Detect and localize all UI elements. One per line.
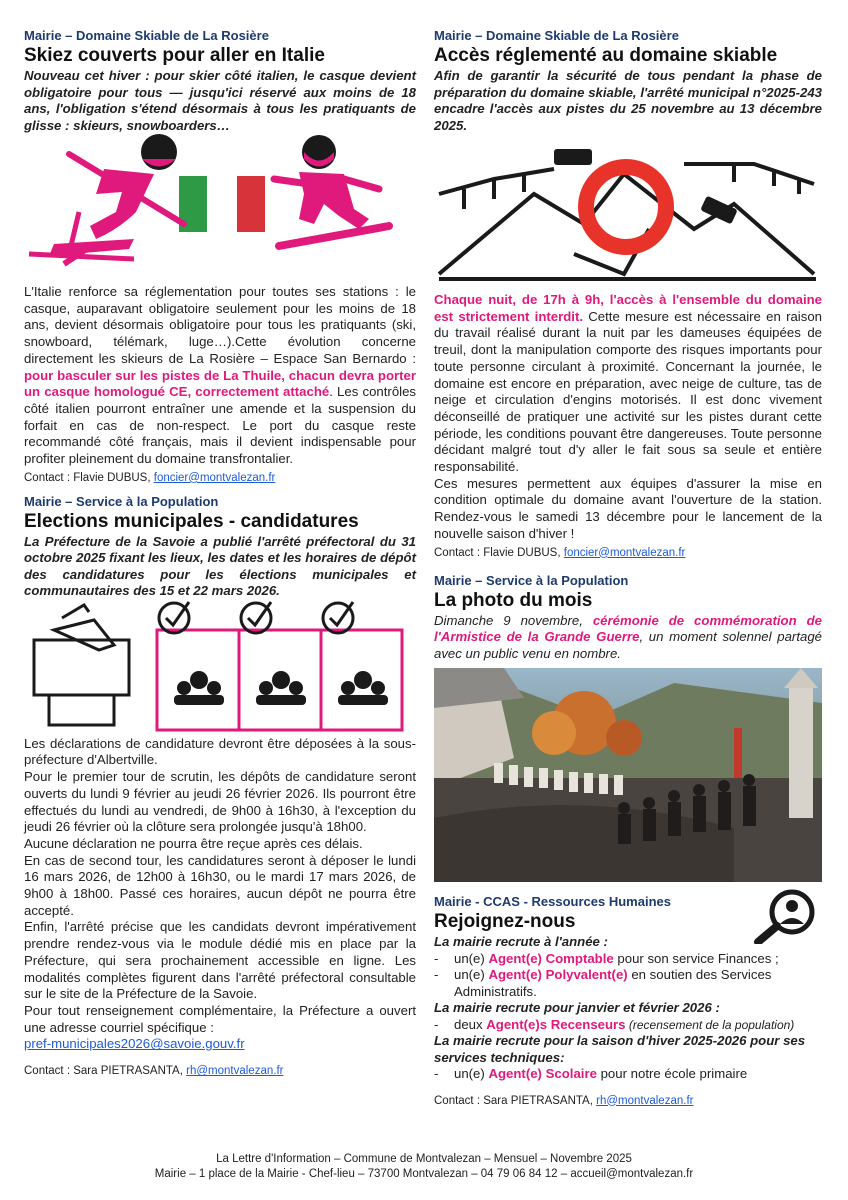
contact-line	[24, 472, 416, 484]
slope-closed-illustration	[434, 134, 822, 284]
body-text: . Les contrôles côté italien pourront entraîner une amende et la suspension du forfait en cas de non-respect. Le port du casque reste recommandé côté français, mais il devient indispensable pour profiter pleinement du domaine transfrontalier.	[24, 384, 417, 467]
job-text: un(e)	[454, 1066, 489, 1082]
job-heading: La mairie recrute pour la saison d'hiver 2025-2026 pour ses services techniques:	[434, 1033, 806, 1065]
job-search-icon	[750, 888, 820, 944]
job-heading: La mairie recrute à l'année :	[434, 934, 608, 950]
caption-text: , un moment solennel partagé avec un public venu en nombre.	[434, 629, 822, 661]
article-body	[24, 284, 416, 468]
article-body	[434, 292, 822, 476]
article-kicker: Mairie - CCAS - Ressources Humaines	[434, 894, 671, 910]
skier-illustration	[24, 134, 416, 284]
job-item	[434, 967, 822, 1000]
article-elections	[24, 494, 416, 1077]
job-heading: La mairie recrute pour janvier et février 2026 :	[434, 1000, 720, 1016]
article-kicker: Mairie – Service à la Population	[434, 572, 629, 588]
article-lead: Nouveau cet hiver : pour skier côté italien, le casque devient obligatoire pour tous — jusqu'ici réservé aux moins de 18 ans, l'obligation s'étend désormais à tous les pratiquants de glisse : skieurs, snowboarders…	[24, 68, 416, 133]
article-title: La photo du mois	[434, 589, 593, 611]
job-item	[434, 1017, 822, 1034]
article-body: Ces mesures permettent aux équipes d'assurer la mise en condition optimale du domaine avant l'ouverture de la station. Rendez-vous le samedi 13 décembre pour le lancement de la nouvelle saison d'hiver !	[434, 475, 822, 541]
article-title: Skiez couverts pour aller en Italie	[24, 45, 325, 66]
body-highlight: Chaque nuit, de 17h à 9h, l'accès à l'ensemble du domaine est strictement interdit.	[434, 292, 822, 324]
prefecture-email-link[interactable]: pref-municipales2026@savoie.gouv.fr	[24, 1036, 245, 1052]
snowboarder-icon	[274, 135, 389, 246]
job-item	[434, 951, 822, 968]
body-highlight: pour basculer sur les pistes de La Thuile, chacun devra porter un casque homologué CE, correctement attaché	[24, 367, 416, 400]
article-lead: La Préfecture de la Savoie a publié l'arrêté préfectoral du 31 octobre 2025 fixant les lieux, les dates et les horaires de dépôt des candidatures pour les élections municipales et communautaires des 15 et 22 mars 2026.	[24, 533, 416, 599]
left-column	[24, 28, 416, 1077]
election-paragraph: Aucune déclaration ne pourra être reçue après ces délais.	[24, 835, 363, 851]
article-photo	[434, 573, 822, 883]
job-title: Agent(e)s Recenseurs	[486, 1016, 626, 1032]
footer-line: La Lettre d'Information – Commune de Montvalezan – Mensuel – Novembre 2025	[216, 1153, 632, 1165]
page-footer	[0, 1152, 848, 1182]
skier-icon	[29, 134, 184, 264]
contact-label: Contact : Sara PIETRASANTA,	[24, 1065, 183, 1078]
footer-line: Mairie – 1 place de la Mairie - Chef-lieu – 73700 Montvalezan – 04 79 06 84 12 – accueil@montvalezan.fr	[154, 1168, 694, 1180]
caption-text: Dimanche 9 novembre,	[434, 612, 593, 628]
ballot-illustration	[24, 600, 416, 736]
contact-line	[24, 1065, 416, 1077]
job-title: Agent(e) Polyvalent(e)	[488, 967, 628, 983]
article-kicker: Mairie – Domaine Skiable de La Rosière	[24, 28, 269, 43]
italy-flag-icon	[179, 176, 265, 232]
job-text: deux	[454, 1016, 487, 1032]
ceremony-photo	[434, 668, 822, 882]
bullet: -	[434, 1066, 439, 1082]
contact-label: Contact : Flavie DUBUS,	[24, 471, 151, 484]
right-column	[434, 28, 822, 1107]
job-title: Agent(e) Comptable	[488, 950, 614, 966]
article-access	[434, 28, 822, 559]
article-ski-helmet	[24, 28, 416, 484]
bullet: -	[434, 967, 439, 983]
election-paragraph: Pour le premier tour de scrutin, les dépôts de candidature seront ouverts du lundi 9 février au jeudi 26 février 2026. Ils pourront être effectués du lundi au vendredi, de 9h00 à 16h30, à l'exception du jeudi 26 février où la clôture sera prolongée jusqu'à 18h00.	[24, 769, 416, 835]
job-text: un(e)	[454, 967, 489, 983]
ballot-box-icon	[34, 605, 129, 725]
article-lead: Afin de garantir la sécurité de tous pendant la phase de préparation du domaine skiable, l'arrêté municipal n°2025-243 encadre l'accès aux pistes du 25 novembre au 13 décembre 2025.	[434, 68, 822, 133]
voting-booth-icon	[157, 602, 402, 730]
photo-caption	[434, 613, 822, 663]
election-paragraph: Les déclarations de candidature devront être déposées à la sous-préfecture d'Albertville.	[24, 735, 416, 768]
contact-label: Contact : Sara PIETRASANTA,	[434, 1094, 593, 1107]
article-title: Accès réglementé au domaine skiable	[434, 45, 778, 66]
article-kicker: Mairie – Service à la Population	[24, 493, 219, 509]
job-text: (recensement de la population)	[625, 1017, 795, 1032]
contact-line	[434, 547, 822, 559]
job-title: Agent(e) Scolaire	[488, 1066, 597, 1082]
contact-email-link[interactable]: rh@montvalezan.fr	[596, 1094, 694, 1107]
contact-line	[434, 1095, 822, 1107]
body-text: Cette mesure est nécessaire en raison du travail réalisé durant la nuit par les dameuses équipées de treuil, dont la manipulation comporte des risques importants pour toute personne circulant à proximité. Concernant la journée, le domaine est encore en préparation, avec neige de culture, tas de neige et circulation d'engins motorisés. Il est donc vivement déconseillé de pratiquer une activité sur les pistes durant cette période, les conditions pouvant être dangereuses. Toute personne décidant malgré tout d'y aller le fait sous sa seule et entière responsabilité.	[434, 308, 822, 475]
bullet: -	[434, 950, 439, 966]
job-item	[434, 1066, 822, 1083]
bullet: -	[434, 1016, 439, 1032]
contact-label: Contact : Flavie DUBUS,	[434, 546, 561, 559]
contact-email-link[interactable]: foncier@montvalezan.fr	[153, 471, 276, 484]
job-text: pour notre école primaire	[596, 1066, 748, 1082]
article-kicker: Mairie – Domaine Skiable de La Rosière	[434, 28, 679, 43]
job-text: un(e)	[454, 950, 489, 966]
election-paragraph: Enfin, l'arrêté précise que les candidats devront impérativement prendre rendez-vous via le module dédié mis en place par la Préfecture, qui sera prochainement accessible en ligne. Les modalités complètes figurent dans l'arrêté préfectoral consultable sur le site de la Préfecture de la Savoie.	[24, 919, 416, 1002]
contact-email-link[interactable]: foncier@montvalezan.fr	[563, 546, 686, 559]
job-text: en soutien des Services Administratifs.	[454, 967, 772, 999]
body-text: L'Italie renforce sa réglementation pour toutes ses stations : le casque, auparavant obligatoire seulement pour les moins de 18 ans, devient désormais obligatoire pour tous les pratiquants (ski, snowboard, télémark, luge…).Cette évolution concerne directement les skieurs de La Rosière – Espace San Bernardo :	[24, 284, 416, 366]
article-title: Rejoignez-nous	[434, 911, 576, 933]
caption-highlight: cérémonie de commémoration de l'Armistice de la Grande Guerre	[434, 612, 822, 645]
article-jobs	[434, 894, 822, 1107]
contact-email-link[interactable]: rh@montvalezan.fr	[186, 1065, 284, 1078]
job-text: pour son service Finances ;	[613, 950, 779, 966]
article-title: Elections municipales - candidatures	[24, 510, 359, 532]
election-paragraph: En cas de second tour, les candidatures seront à déposer le lundi 16 mars 2026, de 12h00 à 16h30, ou le mardi 17 mars 2026, de 9h00 à 18h00. Passé ces horaires, aucun dépôt ne pourra être accepté.	[24, 852, 416, 918]
election-paragraph: Pour tout renseignement complémentaire, la Préfecture a ouvert une adresse courriel spécifique :	[24, 1002, 416, 1035]
